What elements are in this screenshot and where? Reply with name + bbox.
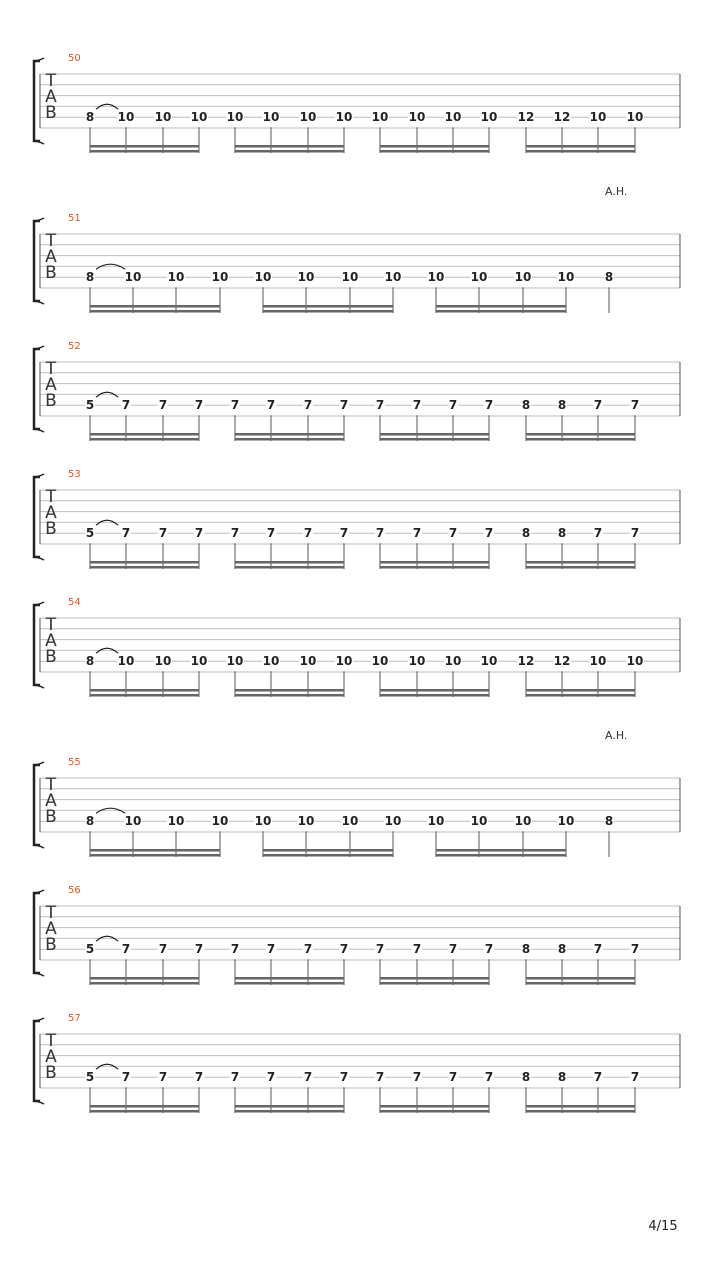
fret-number: 7 — [375, 526, 385, 541]
fret-number: 10 — [254, 814, 272, 829]
fret-number: 7 — [593, 398, 603, 413]
fret-number: 8 — [557, 398, 567, 413]
fret-number: 8 — [85, 814, 95, 829]
fret-number: 7 — [230, 398, 240, 413]
beam — [90, 433, 199, 436]
tab-clef-letter: A — [45, 631, 57, 651]
fret-number: 10 — [408, 654, 426, 669]
system-bracket — [34, 605, 40, 685]
bracket-hook-bottom — [34, 685, 44, 688]
fret-number: 7 — [375, 1070, 385, 1085]
fret-number: 7 — [158, 942, 168, 957]
fret-number: 7 — [303, 942, 313, 957]
fret-number: 7 — [484, 1070, 494, 1085]
fret-number: 7 — [266, 398, 276, 413]
bracket-hook-bottom — [34, 141, 44, 144]
beam — [436, 854, 566, 857]
tab-clef-letter: A — [45, 503, 57, 523]
bracket-hook-top — [34, 218, 44, 221]
fret-number: 7 — [303, 398, 313, 413]
fret-number: 7 — [375, 398, 385, 413]
fret-number: 10 — [254, 270, 272, 285]
fret-number: 8 — [521, 942, 531, 957]
tab-clef-letter: A — [45, 375, 57, 395]
beam — [436, 305, 566, 308]
fret-number: 10 — [117, 110, 135, 125]
fret-number: 8 — [521, 398, 531, 413]
tab-clef-letter: T — [45, 1031, 57, 1051]
harmonic-annotation: A.H. — [605, 185, 628, 198]
tab-clef-letter: T — [45, 231, 57, 251]
fret-number: 10 — [297, 814, 315, 829]
beam — [526, 694, 635, 697]
measure-number: 53 — [68, 469, 81, 480]
tab-clef-letter: B — [45, 935, 57, 955]
fret-number: 10 — [371, 110, 389, 125]
fret-number: 7 — [266, 942, 276, 957]
fret-number: 7 — [121, 526, 131, 541]
fret-number: 10 — [299, 110, 317, 125]
measure-number: 56 — [68, 885, 81, 896]
tab-clef-letter: T — [45, 487, 57, 507]
fret-number: 10 — [371, 654, 389, 669]
system-bracket — [34, 61, 40, 141]
bracket-hook-bottom — [34, 1101, 44, 1104]
fret-number: 5 — [85, 1070, 95, 1085]
beam — [526, 982, 635, 985]
beam — [526, 977, 635, 980]
beam — [380, 982, 489, 985]
fret-number: 8 — [557, 1070, 567, 1085]
fret-number: 7 — [630, 526, 640, 541]
fret-number: 7 — [121, 398, 131, 413]
fret-number: 12 — [517, 110, 535, 125]
beam — [235, 438, 344, 441]
beam — [90, 1105, 199, 1108]
beam — [526, 1105, 635, 1108]
beam — [380, 145, 489, 148]
beam — [90, 982, 199, 985]
fret-number: 8 — [557, 942, 567, 957]
harmonic-annotation: A.H. — [605, 729, 628, 742]
beam — [380, 433, 489, 436]
fret-number: 10 — [480, 110, 498, 125]
fret-number: 7 — [593, 526, 603, 541]
fret-number: 7 — [375, 942, 385, 957]
measure-number: 57 — [68, 1013, 81, 1024]
beam — [90, 566, 199, 569]
fret-number: 8 — [557, 526, 567, 541]
fret-number: 10 — [262, 654, 280, 669]
system-bracket — [34, 765, 40, 845]
fret-number: 8 — [521, 526, 531, 541]
fret-number: 12 — [553, 110, 571, 125]
fret-number: 7 — [121, 1070, 131, 1085]
beam — [380, 566, 489, 569]
tab-clef-letter: T — [45, 71, 57, 91]
tab-clef-letter: T — [45, 903, 57, 923]
bracket-hook-bottom — [34, 845, 44, 848]
measure-number: 51 — [68, 213, 81, 224]
fret-number: 7 — [339, 942, 349, 957]
bracket-hook-top — [34, 474, 44, 477]
tab-clef-letter: A — [45, 791, 57, 811]
fret-number: 7 — [194, 398, 204, 413]
fret-number: 7 — [339, 398, 349, 413]
bracket-hook-top — [34, 58, 44, 61]
fret-number: 7 — [484, 526, 494, 541]
bracket-hook-bottom — [34, 301, 44, 304]
beam — [526, 150, 635, 153]
fret-number: 10 — [341, 814, 359, 829]
system-bracket — [34, 477, 40, 557]
fret-number: 5 — [85, 398, 95, 413]
fret-number: 7 — [448, 1070, 458, 1085]
beam — [263, 854, 393, 857]
bracket-hook-top — [34, 762, 44, 765]
tab-clef-letter: B — [45, 103, 57, 123]
fret-number: 10 — [470, 270, 488, 285]
tab-clef-letter: T — [45, 359, 57, 379]
fret-number: 7 — [303, 1070, 313, 1085]
fret-number: 7 — [158, 1070, 168, 1085]
fret-number: 10 — [335, 110, 353, 125]
beam — [263, 310, 393, 313]
beam — [235, 694, 344, 697]
fret-number: 10 — [557, 814, 575, 829]
fret-number: 7 — [412, 398, 422, 413]
beam — [526, 689, 635, 692]
fret-number: 10 — [444, 110, 462, 125]
tab-clef-letter: B — [45, 519, 57, 539]
fret-number: 7 — [121, 942, 131, 957]
beam — [380, 150, 489, 153]
beam — [90, 561, 199, 564]
fret-number: 10 — [427, 270, 445, 285]
fret-number: 7 — [484, 398, 494, 413]
beam — [90, 1110, 199, 1113]
fret-number: 10 — [626, 654, 644, 669]
fret-number: 10 — [154, 654, 172, 669]
beam — [235, 566, 344, 569]
fret-number: 5 — [85, 942, 95, 957]
measure-number: 50 — [68, 53, 81, 64]
beam — [90, 145, 199, 148]
beam — [526, 566, 635, 569]
fret-number: 7 — [448, 398, 458, 413]
tab-clef-letter: A — [45, 919, 57, 939]
beam — [380, 1110, 489, 1113]
beam — [235, 150, 344, 153]
beam — [526, 145, 635, 148]
fret-number: 10 — [408, 110, 426, 125]
fret-number: 10 — [211, 270, 229, 285]
beam — [235, 433, 344, 436]
fret-number: 7 — [194, 942, 204, 957]
fret-number: 10 — [470, 814, 488, 829]
fret-number: 10 — [557, 270, 575, 285]
beam — [90, 438, 199, 441]
bracket-hook-top — [34, 346, 44, 349]
fret-number: 8 — [604, 814, 614, 829]
beam — [90, 689, 199, 692]
fret-number: 10 — [124, 814, 142, 829]
beam — [235, 145, 344, 148]
beam — [235, 1105, 344, 1108]
fret-number: 7 — [266, 1070, 276, 1085]
fret-number: 12 — [553, 654, 571, 669]
tab-clef-letter: B — [45, 263, 57, 283]
fret-number: 8 — [85, 110, 95, 125]
fret-number: 5 — [85, 526, 95, 541]
fret-number: 10 — [262, 110, 280, 125]
tab-clef-letter: T — [45, 615, 57, 635]
fret-number: 7 — [630, 398, 640, 413]
beam — [526, 561, 635, 564]
beam — [263, 305, 393, 308]
tab-clef-letter: B — [45, 647, 57, 667]
system-bracket — [34, 221, 40, 301]
fret-number: 10 — [124, 270, 142, 285]
beam — [263, 849, 393, 852]
fret-number: 7 — [230, 942, 240, 957]
system-bracket — [34, 1021, 40, 1101]
beam — [235, 561, 344, 564]
fret-number: 8 — [521, 1070, 531, 1085]
fret-number: 10 — [626, 110, 644, 125]
bracket-hook-bottom — [34, 973, 44, 976]
fret-number: 7 — [630, 942, 640, 957]
fret-number: 7 — [412, 526, 422, 541]
bracket-hook-bottom — [34, 557, 44, 560]
fret-number: 7 — [484, 942, 494, 957]
beam — [90, 854, 220, 857]
fret-number: 10 — [167, 814, 185, 829]
beam — [380, 561, 489, 564]
fret-number: 8 — [85, 654, 95, 669]
fret-number: 7 — [266, 526, 276, 541]
measure-number: 55 — [68, 757, 81, 768]
beam — [436, 849, 566, 852]
fret-number: 7 — [194, 1070, 204, 1085]
fret-number: 7 — [448, 942, 458, 957]
system-bracket — [34, 893, 40, 973]
fret-number: 10 — [226, 110, 244, 125]
fret-number: 7 — [412, 1070, 422, 1085]
fret-number: 7 — [339, 1070, 349, 1085]
tab-clef-letter: T — [45, 775, 57, 795]
beam — [526, 438, 635, 441]
fret-number: 7 — [194, 526, 204, 541]
fret-number: 10 — [154, 110, 172, 125]
fret-number: 10 — [211, 814, 229, 829]
tab-clef-letter: A — [45, 1047, 57, 1067]
beam — [380, 694, 489, 697]
fret-number: 8 — [604, 270, 614, 285]
fret-number: 7 — [230, 526, 240, 541]
tab-clef-letter: A — [45, 87, 57, 107]
beam — [90, 305, 220, 308]
fret-number: 10 — [514, 814, 532, 829]
beam — [90, 849, 220, 852]
fret-number: 10 — [589, 110, 607, 125]
fret-number: 10 — [335, 654, 353, 669]
tab-clef-letter: B — [45, 1063, 57, 1083]
beam — [380, 438, 489, 441]
beam — [235, 977, 344, 980]
beam — [526, 1110, 635, 1113]
fret-number: 7 — [593, 1070, 603, 1085]
tab-clef-letter: B — [45, 807, 57, 827]
tab-clef-letter: B — [45, 391, 57, 411]
fret-number: 8 — [85, 270, 95, 285]
beam — [235, 982, 344, 985]
fret-number: 7 — [158, 526, 168, 541]
tab-clef-letter: A — [45, 247, 57, 267]
beam — [90, 150, 199, 153]
system-bracket — [34, 349, 40, 429]
fret-number: 12 — [517, 654, 535, 669]
beam — [235, 1110, 344, 1113]
page-number: 4/15 — [648, 1219, 678, 1234]
fret-number: 10 — [167, 270, 185, 285]
fret-number: 10 — [384, 270, 402, 285]
fret-number: 10 — [384, 814, 402, 829]
fret-number: 7 — [230, 1070, 240, 1085]
bracket-hook-top — [34, 890, 44, 893]
bracket-hook-bottom — [34, 429, 44, 432]
fret-number: 10 — [480, 654, 498, 669]
beam — [90, 310, 220, 313]
beam — [90, 694, 199, 697]
beam — [380, 977, 489, 980]
fret-number: 7 — [158, 398, 168, 413]
fret-number: 10 — [297, 270, 315, 285]
fret-number: 7 — [630, 1070, 640, 1085]
fret-number: 7 — [593, 942, 603, 957]
beam — [90, 977, 199, 980]
fret-number: 10 — [341, 270, 359, 285]
fret-number: 10 — [589, 654, 607, 669]
bracket-hook-top — [34, 1018, 44, 1021]
fret-number: 10 — [299, 654, 317, 669]
fret-number: 10 — [427, 814, 445, 829]
beam — [235, 689, 344, 692]
beam — [526, 433, 635, 436]
fret-number: 7 — [339, 526, 349, 541]
fret-number: 10 — [190, 654, 208, 669]
measure-number: 54 — [68, 597, 81, 608]
fret-number: 10 — [190, 110, 208, 125]
fret-number: 7 — [448, 526, 458, 541]
fret-number: 7 — [412, 942, 422, 957]
bracket-hook-top — [34, 602, 44, 605]
measure-number: 52 — [68, 341, 81, 352]
fret-number: 10 — [117, 654, 135, 669]
fret-number: 7 — [303, 526, 313, 541]
beam — [380, 1105, 489, 1108]
fret-number: 10 — [444, 654, 462, 669]
beam — [380, 689, 489, 692]
beam — [436, 310, 566, 313]
fret-number: 10 — [514, 270, 532, 285]
fret-number: 10 — [226, 654, 244, 669]
